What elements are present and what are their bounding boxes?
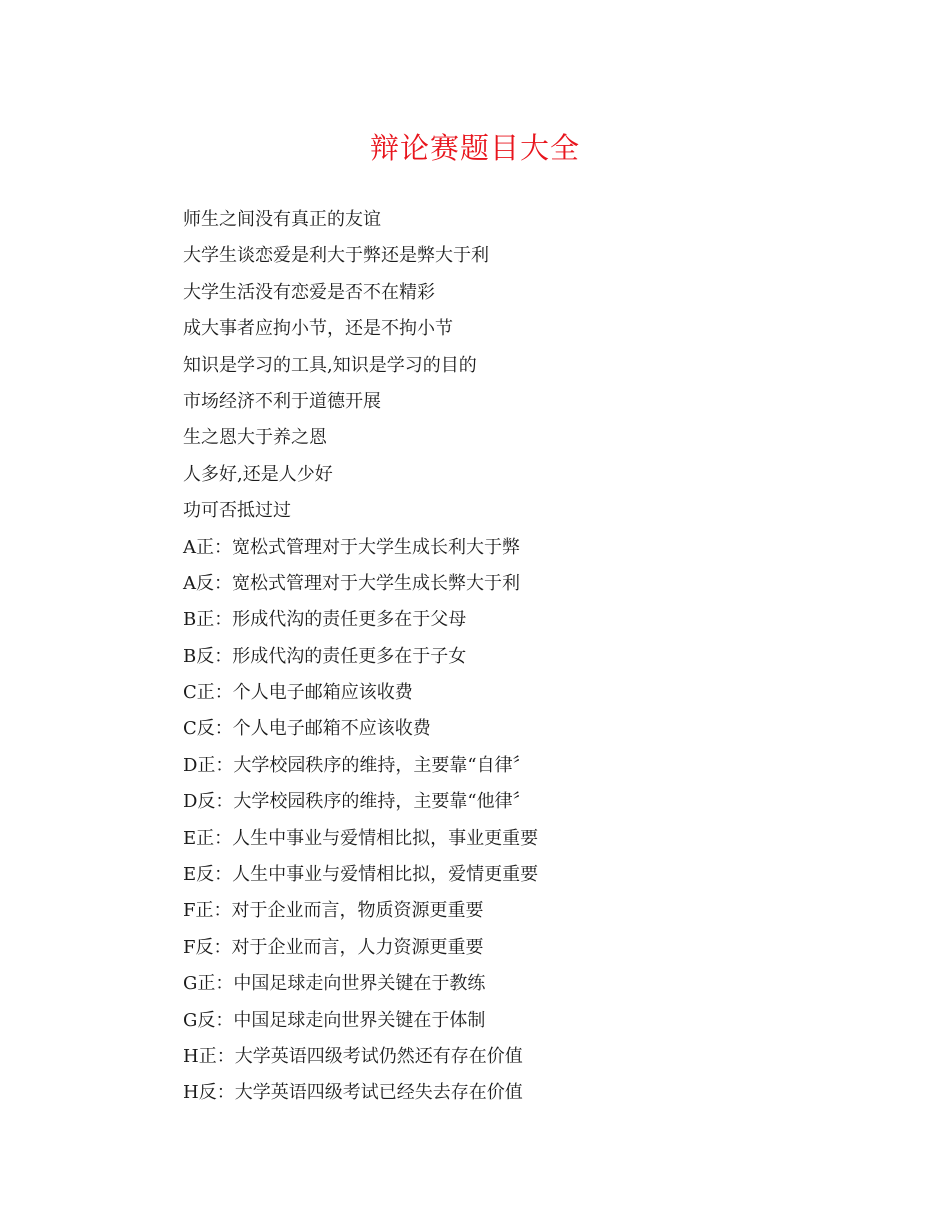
topic-item: 师生之间没有真正的友谊 — [183, 209, 381, 230]
topic-item: 人多好,还是人少好 — [183, 463, 333, 485]
topic-item: A正：宽松式管理对于大学生成长利大于弊 — [183, 536, 520, 558]
topic-item: E反：人生中事业与爱情相比拟，爱情更重要 — [183, 864, 539, 886]
topic-item: F正：对于企业而言，物质资源更重要 — [183, 900, 484, 922]
topic-item: 生之恩大于养之恩 — [183, 427, 327, 449]
topic-item: H正：大学英语四级考试仍然还有存在价值 — [183, 1045, 523, 1067]
topic-item: 成大事者应拘小节，还是不拘小节 — [183, 318, 453, 340]
document-title: 辩论赛题目大全 — [369, 131, 580, 165]
topic-item: F反：对于企业而言，人力资源更重要 — [183, 936, 484, 958]
topic-item: E正：人生中事业与爱情相比拟，事业更重要 — [183, 827, 539, 849]
topic-item: G正：中国足球走向世界关键在于教练 — [183, 973, 486, 995]
topic-item: 功可否抵过过 — [183, 500, 291, 522]
topic-item: H反：大学英语四级考试已经失去存在价值 — [183, 1082, 523, 1104]
topic-item: D反：大学校园秩序的维持，主要靠“他律〞 — [183, 791, 531, 813]
topic-item: C反：个人电子邮箱不应该收费 — [183, 718, 431, 740]
topic-list — [183, 202, 538, 1112]
topic-item: C正：个人电子邮箱应该收费 — [183, 682, 413, 704]
topic-item: 大学生活没有恋爱是否不在精彩 — [183, 281, 435, 303]
topic-item: A反：宽松式管理对于大学生成长弊大于利 — [183, 572, 520, 594]
topic-item: 市场经济不利于道德开展 — [183, 390, 381, 412]
topic-item: 大学生谈恋爱是利大于弊还是弊大于利 — [183, 245, 489, 267]
topic-item: D正：大学校园秩序的维持，主要靠“自律〞 — [183, 754, 531, 776]
topic-item: G反：中国足球走向世界关键在于体制 — [183, 1009, 486, 1031]
topic-item: 知识是学习的工具,知识是学习的目的 — [183, 354, 477, 376]
topic-item: B反：形成代沟的责任更多在于子女 — [183, 645, 467, 667]
topic-item: B正：形成代沟的责任更多在于父母 — [183, 609, 467, 631]
